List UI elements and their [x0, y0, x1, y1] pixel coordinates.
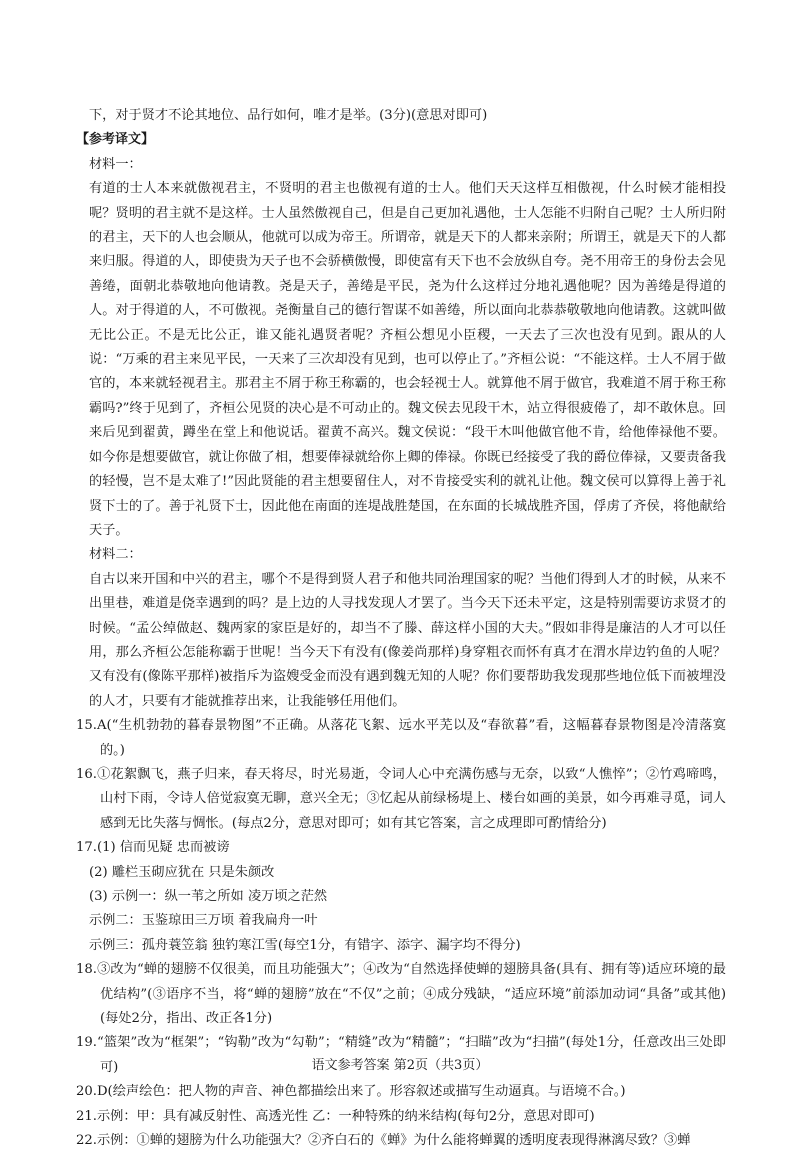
top-line: 下，对于贤才不论其地位、品行如何，唯才是举。(3分)(意思对即可) [89, 108, 488, 123]
answer-21: 21.示例：甲：具有减反射性、高透光性 乙：一种特殊的纳米结构(每句2分，意思对即可) [76, 1108, 595, 1124]
material-2-text: 自古以来开国和中兴的君主，哪个不是得到贤人君子和他共同治理国家的呢？当他们得到人才的时候，从来不出里巷，难道是侥幸遇到的吗？是上边的人寻找发现人才罢了。当今天下还未平定，这是特别需要访求贤才的时候。“孟公绰做赵、魏两家的家臣是好的，却当不了滕、薛这样小国的大夫。”假如非得是廉洁的人才可以任用，那么齐桓公怎能称霸于世呢！当今天下有没有(像姜尚那样)身穿粗衣而怀有真才在渭水岸边钓鱼的人呢？又有没有(像陈平那样)被指斥为盗嫂受金而没有遇到魏无知的人呢？你们要帮助我发现那些地位低下而被埋没的人才，只要有才能就推荐出来，让我能够任用他们。 [89, 571, 726, 709]
answer-16: 16.①花絮飘飞，燕子归来，春天将尽，时光易逝，令词人心中充满伤感与无奈，以致“人憔悴”；②竹鸡啼鸣，山村下雨，令诗人倍觉寂寞无聊，意兴全无；③忆起从前绿杨堤上、楼台如画的美景，如今再难寻觅，词人感到无比失落与惆怅。(每点2分，意思对即可；如有其它答案，言之成理即可酌情给分) [76, 766, 726, 831]
material-1-text: 有道的士人本来就傲视君主，不贤明的君主也傲视有道的士人。他们天天这样互相傲视，什么时候才能相投呢？贤明的君主就不是这样。士人虽然傲视自己，但是自己更加礼遇他，士人怎能不归附自己呢？士人所归附的君主，天下的人也会顺从，他就可以成为帝王。所谓帝，就是天下的人都来亲附；所谓王，就是天下的人都来归服。得道的人，即使贵为天子也不会骄横傲慢，即使富有天下也不会放纵自夸。尧不用帝王的身份去会见善绻，面朝北恭敬地向他请教。尧是天子，善绻是平民，尧为什么这样过分地礼遇他呢？因为善绻是得道的人。对于得道的人，不可傲视。尧衡量自己的德行智谋不如善绻，所以面向北恭恭敬敬地向他请教。这就叫做无比公正。不是无比公正，谁又能礼遇贤者呢？齐桓公想见小臣稷，一天去了三次也没有见到。跟从的人说：“万乘的君主来见平民，一天来了三次却没有见到，也可以停止了。”齐桓公说：“不能这样。士人不屑于做官的，本来就轻视君主。那君主不屑于称王称霸的，也会轻视士人。就算他不屑于做官，我难道不屑于称王称霸吗?”终于见到了，齐桓公见贤的决心是不可动止的。魏文侯去见段干木，站立得很疲倦了，却不敢休息。回来后见到翟黄，蹲坐在堂上和他说话。翟黄不高兴。魏文侯说：“段干木叫他做官他不肯，给他俸禄他不要。如今你是想要做官，就让你做了相，想要俸禄就给你上卿的俸禄。你既已经接受了我的爵位俸禄，又要责备我的轻慢，岂不是太难了!”因此贤能的君主想要留住人，对不肯接受实利的就礼让他。魏文侯可以算得上善于礼贤下士的了。善于礼贤下士，因此他在南面的连堤战胜楚国，在东面的长城战胜齐国，俘虏了齐侯，将他献给天子。 [89, 181, 726, 538]
material-2-label: 材料二： [89, 547, 142, 563]
answer-17-item: (2) 雕栏玉砌应犹在 只是朱颜改 [89, 864, 275, 880]
answer-17-item: 示例二：玉鉴琼田三万顷 着我扁舟一叶 [89, 913, 318, 929]
text-column [76, 104, 726, 1153]
answer-15: 15.A(“生机勃勃的暮春景物图”不正确。从落花飞絮、远水平芜以及“春欲暮”看，这幅暮春景物图是冷清落寞的。) [76, 718, 726, 758]
answer-22: 22.示例：①蝉的翅膀为什么功能强大？②齐白石的《蝉》为什么能将蝉翼的透明度表现得淋漓尽致？③蝉 [76, 1133, 691, 1149]
answer-20: 20.D(绘声绘色：把人物的声音、神色都描绘出来了。形容叙述或描写生动逼真。与语境不合。) [76, 1084, 626, 1100]
answer-18: 18.③改为“蝉的翅膀不仅很美，而且功能强大”；④改为“自然选择使蝉的翅膀具备(具有、拥有等)适应环境的最优结构”(③语序不当，将“蝉的翅膀”放在“不仅”之前；④成分残缺，“适应环境”前添加动词“具备”或其他)(每处2分，指出、改正各1分) [76, 962, 726, 1027]
answer-17-item: 示例三：孤舟蓑笠翁 独钓寒江雪(每空1分，有错字、添字、漏字均不得分) [89, 937, 521, 953]
translation-heading: 【参考译文】 [76, 132, 155, 148]
answer-19: 19.“篮架”改为“框架”；“钩勒”改为“勾勒”；“精缝”改为“精髓”；“扫瞄”改为“扫描”(每处1分，任意改出三处即可) [76, 1035, 726, 1075]
material-1-label: 材料一： [89, 156, 142, 172]
page-footer: 语文参考答案 第2页（共3页） [311, 1058, 489, 1073]
answer-17-item: (3) 示例一：纵一苇之所如 凌万顷之茫然 [89, 889, 328, 904]
answer-17: 17.(1) 信而见疑 忠而被谤 [76, 840, 230, 856]
